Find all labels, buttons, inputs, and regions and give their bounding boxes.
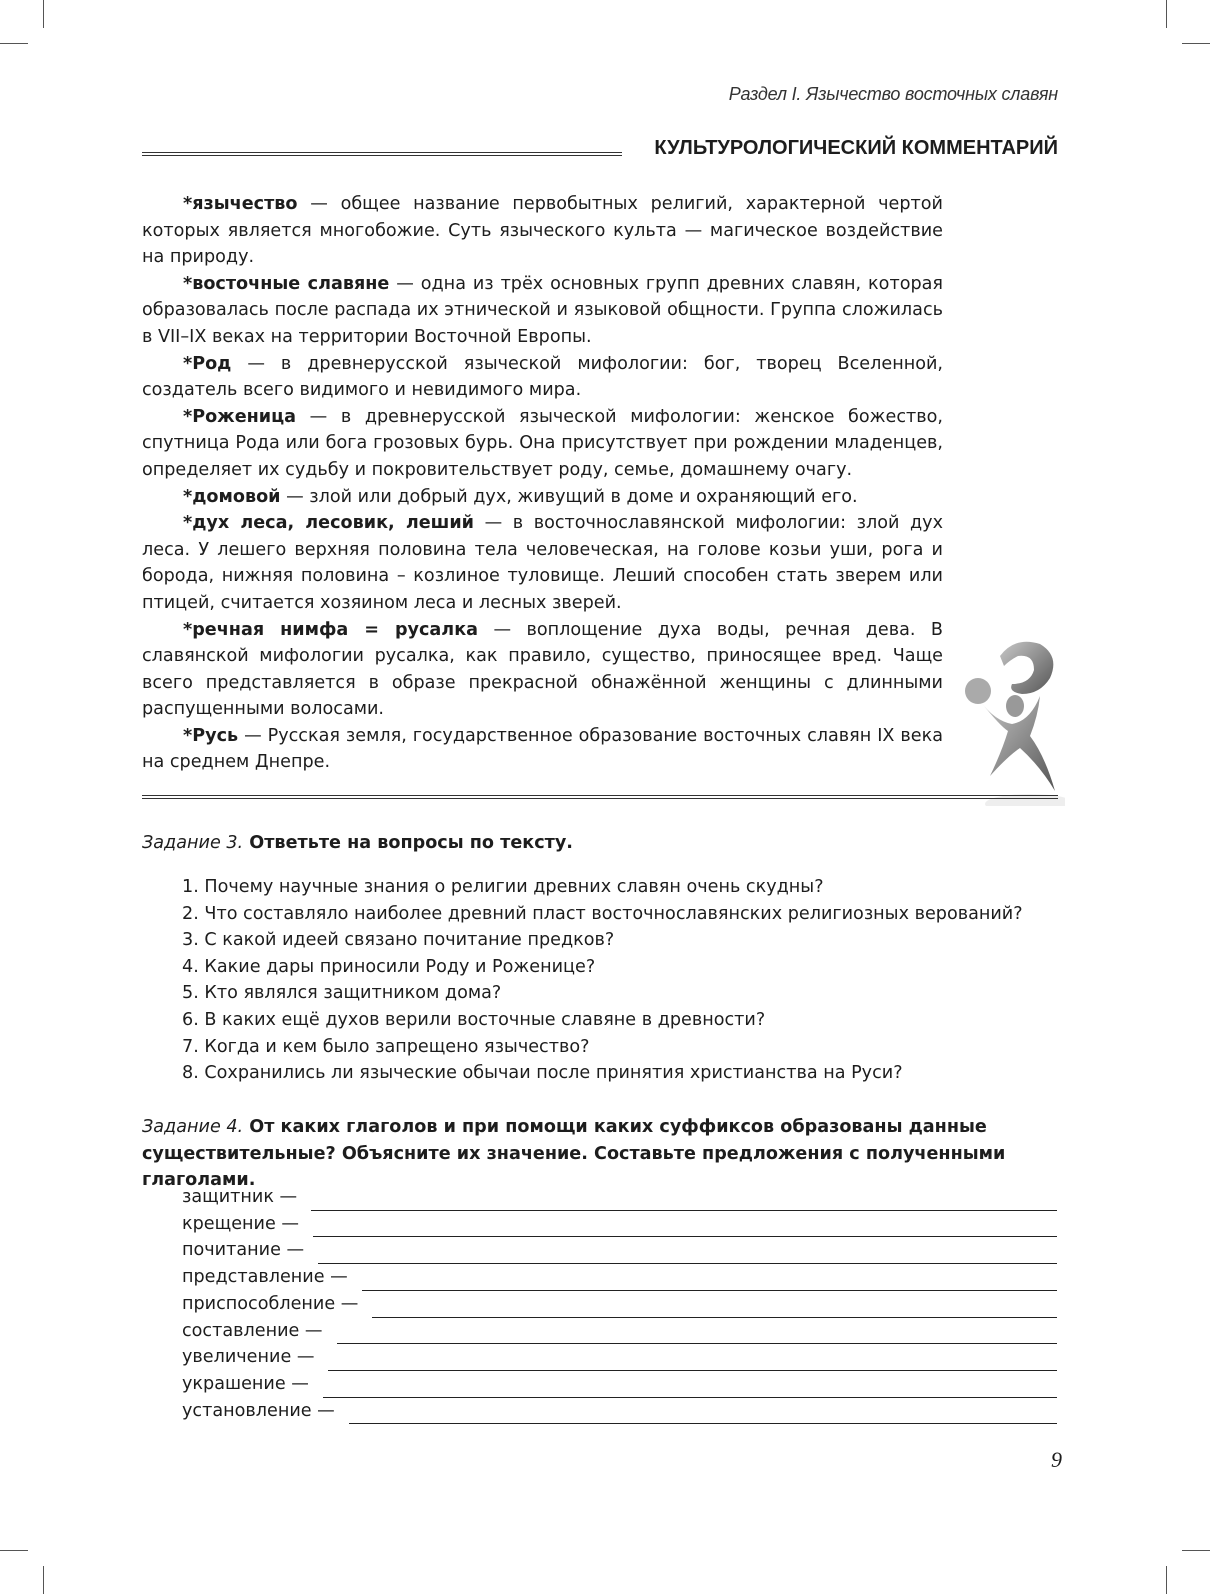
glossary-entry: [142, 271, 943, 351]
task3-heading: [142, 830, 1062, 857]
answer-line[interactable]: [323, 1379, 1057, 1398]
crop-mark: [1166, 1566, 1167, 1594]
question-item: 2. Что составляло наиболее древний пласт восточнославянских религиозных верований?: [182, 903, 1023, 924]
glossary: [142, 191, 943, 776]
glossary-entry: [142, 484, 943, 511]
crop-mark: [1182, 43, 1210, 44]
word-label: украшение —: [182, 1373, 309, 1394]
task4-heading: [142, 1114, 1058, 1194]
glossary-definition: — общее название первобытных религий, характерной чертой которых является многобожие. Суть языческого культа — магическое воздействие на природу.: [142, 194, 943, 268]
glossary-term: *восточные славяне: [183, 273, 390, 294]
word-label: крещение —: [182, 1213, 299, 1234]
word-label: представление —: [182, 1267, 348, 1288]
crop-mark: [43, 0, 44, 28]
task3-label: Задание 3.: [142, 833, 244, 853]
glossary-entry: [142, 191, 943, 271]
word-row: [182, 1184, 1057, 1211]
glossary-definition: — в древнерусской языческой мифологии: женское божество, спутница Рода или бога грозовых бурь. Она присутствует при рождении младенцев, определяет их судьбу и покровительствует роду, семье, домашнему очагу.: [142, 406, 943, 480]
answer-line[interactable]: [328, 1352, 1057, 1371]
word-label: почитание —: [182, 1240, 305, 1261]
glossary-term: *Русь: [183, 725, 239, 746]
word-label: увеличение —: [182, 1347, 315, 1368]
glossary-term: *домовой: [183, 486, 281, 507]
answer-line[interactable]: [313, 1218, 1057, 1237]
word-list: [182, 1184, 1057, 1424]
question-item: 1. Почему научные знания о религии древних славян очень скудны?: [182, 877, 824, 897]
answer-line[interactable]: [372, 1299, 1057, 1318]
answer-line[interactable]: [318, 1245, 1057, 1264]
crop-mark: [1182, 1550, 1210, 1551]
crop-mark: [0, 43, 28, 44]
section-divider: [142, 795, 1058, 799]
glossary-term: *Роженица: [183, 406, 297, 427]
glossary-definition: — в древнерусской языческой мифологии: бог, творец Вселенной, создатель всего видимого и невидимого мира.: [142, 353, 943, 401]
glossary-definition: — одна из трёх основных групп древних славян, которая образовалась после распада их этнической и языковой общности. Группа сложилась в VII–IX веках на территории Восточной Европы.: [142, 273, 943, 347]
crop-mark: [1166, 0, 1167, 28]
glossary-entry: [142, 351, 943, 404]
word-label: приспособление —: [182, 1293, 359, 1314]
question-list: [182, 874, 1023, 1087]
answer-line[interactable]: [362, 1272, 1057, 1291]
word-row: [182, 1398, 1057, 1425]
question-item: 8. Сохранились ли языческие обычаи после принятия христианства на Руси?: [182, 1063, 903, 1084]
word-label: защитник —: [182, 1187, 298, 1207]
glossary-definition: — в восточнославянской мифологии: злой дух леса. У лешего верхняя половина тела человеческая, на голове козьи уши, рога и борода, нижняя половина – козлиное туловище. Леший способен стать зверем или птицей, считается хозяином леса и лесных зверей.: [142, 513, 943, 613]
section-title: КУЛЬТУРОЛОГИЧЕСКИЙ КОММЕНТАРИЙ: [654, 137, 1058, 159]
crop-mark: [0, 1550, 28, 1551]
word-row: [182, 1344, 1057, 1371]
glossary-entry: [142, 404, 943, 484]
word-label: установление —: [182, 1400, 335, 1421]
word-row: [182, 1371, 1057, 1398]
word-row: [182, 1237, 1057, 1264]
question-item: 5. Кто являлся защитником дома?: [182, 983, 502, 1004]
task3-instruction: Ответьте на вопросы по тексту.: [243, 833, 573, 853]
glossary-entry: [142, 510, 943, 616]
answer-line[interactable]: [337, 1325, 1057, 1344]
task4-label: Задание 4.: [142, 1117, 244, 1137]
glossary-definition: — Русская земля, государственное образование восточных славян IX века на среднем Днепре.: [142, 725, 943, 773]
word-label: составление —: [182, 1320, 323, 1341]
title-rule: [142, 152, 622, 156]
glossary-term: *речная нимфа = русалка: [183, 619, 479, 640]
glossary-definition: — воплощение духа воды, речная дева. В славянской мифологии русалка, как правило, существо, приносящее вред. Чаще всего представляется в образе прекрасной обнажённой женщины с длинными распущенными волосами.: [142, 619, 943, 720]
question-item: 6. В каких ещё духов верили восточные славяне в древности?: [182, 1009, 766, 1030]
answer-line[interactable]: [311, 1192, 1057, 1211]
glossary-term: *Род: [183, 353, 232, 374]
answer-line[interactable]: [349, 1405, 1057, 1424]
glossary-term: *дух леса, лесовик, леший: [183, 513, 474, 534]
word-row: [182, 1291, 1057, 1318]
question-figure-icon: [960, 636, 1065, 806]
word-row: [182, 1211, 1057, 1238]
glossary-term: *язычество: [183, 194, 298, 214]
task4-instruction: От каких глаголов и при помощи каких суффиксов образованы данные существительные? Объясните их значение. Составьте предложения с полученными глаголами.: [142, 1117, 1006, 1191]
crop-mark: [43, 1566, 44, 1594]
glossary-entry: [142, 617, 943, 723]
running-header: Раздел I. Язычество восточных славян: [728, 84, 1058, 104]
word-row: [182, 1264, 1057, 1291]
page-number: 9: [1051, 1447, 1062, 1472]
glossary-definition: — злой или добрый дух, живущий в доме и охраняющий его.: [280, 486, 858, 507]
question-item: 3. С какой идеей связано почитание предков?: [182, 930, 615, 951]
question-item: 7. Когда и кем было запрещено язычество?: [182, 1036, 590, 1057]
glossary-entry: [142, 723, 943, 776]
question-item: 4. Какие дары приносили Роду и Роженице?: [182, 956, 596, 977]
word-row: [182, 1318, 1057, 1345]
